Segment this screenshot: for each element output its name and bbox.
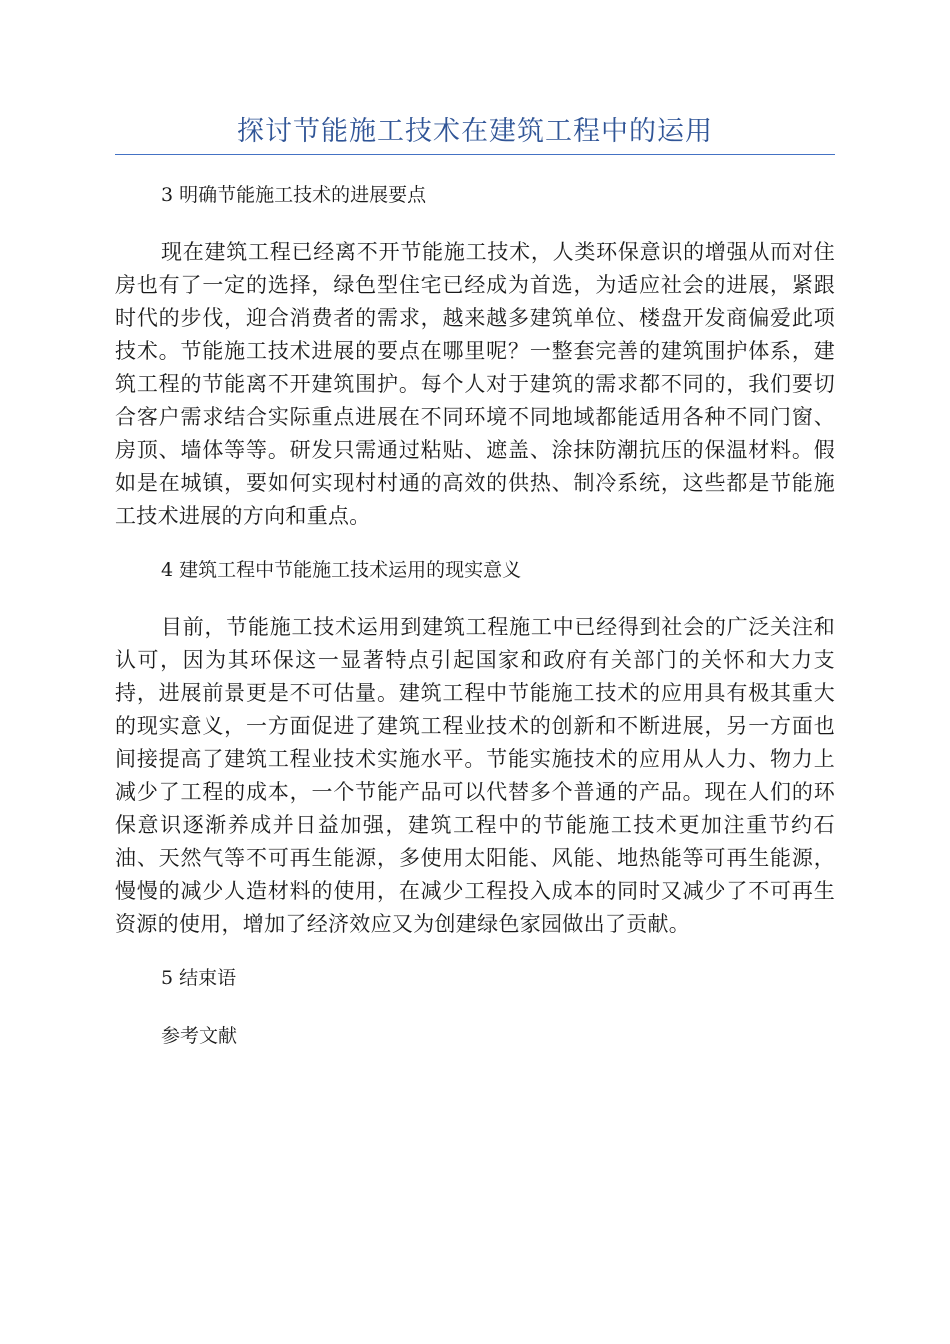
section-paragraph-4: 目前，节能施工技术运用到建筑工程施工中已经得到社会的广泛关注和认可，因为其环保这一显著特点引起国家和政府有关部门的关怀和大力支持，进展前景更是不可估量。建筑工程中节能施工技术的应用具有极其重大的现实意义，一方面促进了建筑工程业技术的创新和不断进展，另一方面也间接提高了建筑工程业技术实施水平。节能实施技术的应用从人力、物力上减少了工程的成本，一个节能产品可以代替多个普通的产品。现在人们的环保意识逐渐养成并日益加强，建筑工程中的节能施工技术更加注重节约石油、天然气等不可再生能源，多使用太阳能、风能、地热能等可再生能源，慢慢的减少人造材料的使用，在减少工程投入成本的同时又减少了不可再生资源的使用，增加了经济效应又为创建绿色家园做出了贡献。 [115, 615, 835, 936]
section-heading-references: 参考文献 [161, 1025, 238, 1047]
section-paragraph-3: 现在建筑工程已经离不开节能施工技术，人类环保意识的增强从而对住房也有了一定的选择，绿色型住宅已经成为首选，为适应社会的进展，紧跟时代的步伐，迎合消费者的需求，越来越多建筑单位、楼盘开发商偏爱此项技术。节能施工技术进展的要点在哪里呢？一整套完善的建筑围护体系，建筑工程的节能离不开建筑围护。每个人对于建筑的需求都不同的，我们要切合客户需求结合实际重点进展在不同环境不同地域都能适用各种不同门窗、房顶、墙体等等。研发只需通过粘贴、遮盖、涂抹防潮抗压的保温材料。假如是在城镇，要如何实现村村通的高效的供热、制冷系统，这些都是节能施工技术进展的方向和重点。 [115, 240, 835, 528]
document-title: 探讨节能施工技术在建筑工程中的运用 [237, 116, 713, 147]
section-heading-3: 3 明确节能施工技术的进展要点 [161, 184, 427, 206]
section-heading-4: 4 建筑工程中节能施工技术运用的现实意义 [161, 559, 522, 581]
title-underline [115, 154, 835, 155]
document-body [115, 178, 835, 1077]
section-heading-conclusion: 5 结束语 [161, 967, 237, 989]
